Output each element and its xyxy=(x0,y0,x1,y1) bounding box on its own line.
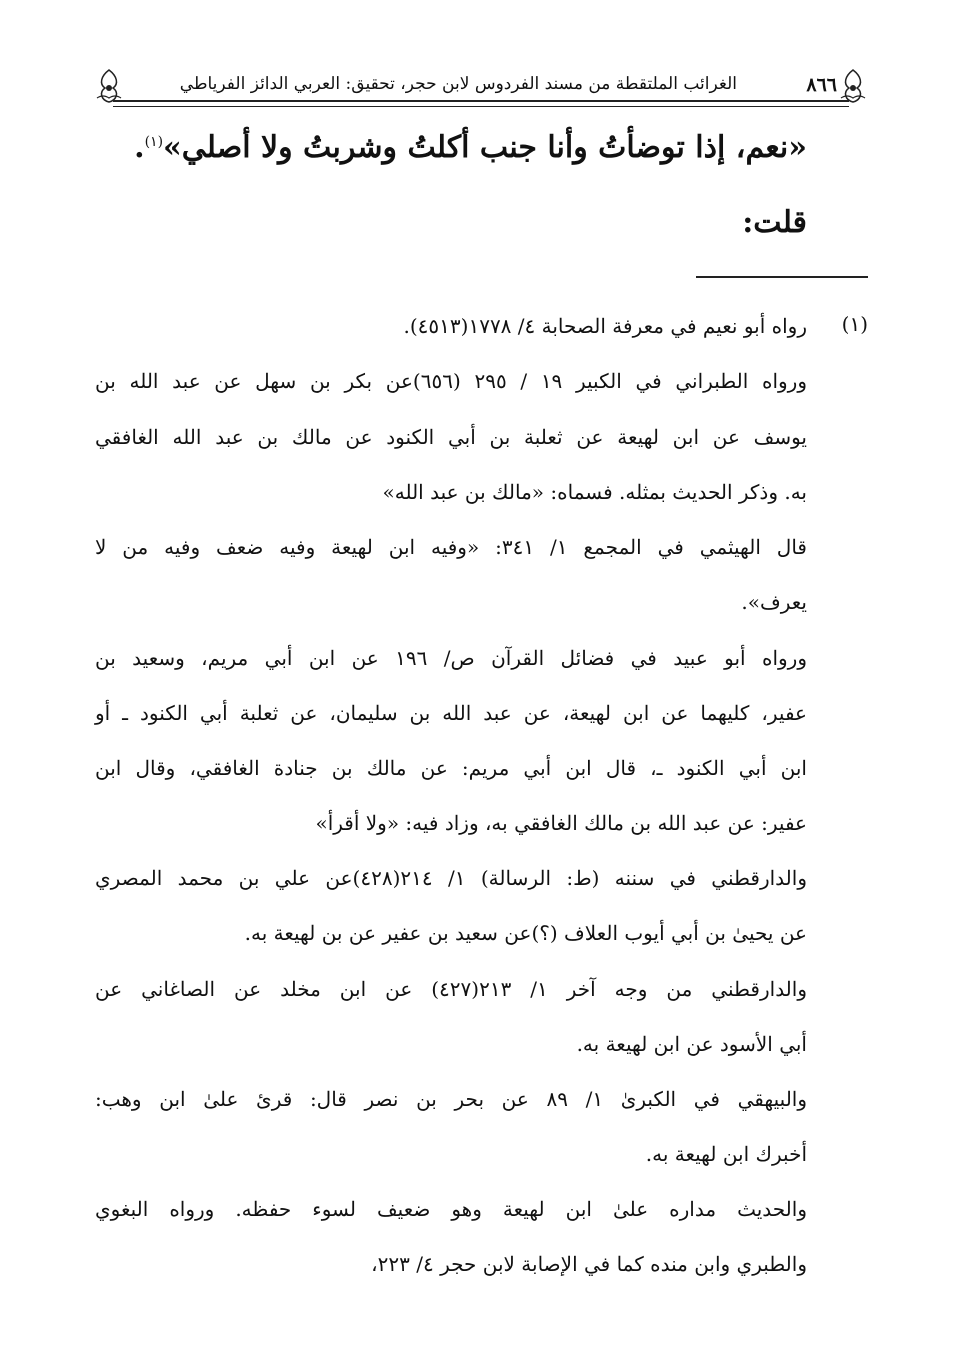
footnote-marker: (١) xyxy=(841,312,868,336)
footnote-line: رواه أبو نعيم في معرفة الصحابة ٤/ ١٧٧٨(٤٥١٣). xyxy=(403,314,807,338)
footnote-reference: (١) xyxy=(144,134,164,150)
section-heading: قلت: xyxy=(742,205,807,240)
footnote-line: ابن أبي الكنود ـ، قال ابن أبي مريم: عن مالك بن جنادة الغافقي، وقال ابن xyxy=(95,756,807,780)
footnote-line: عفير، كليهما عن ابن لهيعة، عن عبد الله بن سليمان، عن ثعلبة أبي الكنود ـ أو xyxy=(95,701,807,725)
main-text: «نعم، إذا توضأتُ وأنا جنب أكلتُ وشربتُ ولا أصلي» xyxy=(163,130,807,165)
footnote-line: عفير: عن عبد الله بن مالك الغافقي به، وزاد فيه: «ولا أقرأ» xyxy=(315,811,807,835)
right-ornament-icon xyxy=(839,68,867,104)
footnote-separator xyxy=(696,276,868,278)
main-text-end: . xyxy=(134,130,145,165)
main-text-line xyxy=(134,130,807,165)
footnote-line: أبي الأسود عن ابن لهيعة به. xyxy=(576,1032,807,1056)
running-header xyxy=(95,68,867,110)
footnote-line: عن يحيىٰ بن أبي أيوب العلاف (؟)عن سعيد بن عفير عن بن لهيعة به. xyxy=(244,921,807,945)
footnote-line: والدارقطني من وجه آخر ١/ ٢١٣(٤٢٧) عن ابن مخلد عن الصاغاني عن xyxy=(95,977,807,1001)
footnote-line: والحديث مداره علىٰ ابن لهيعة وهو ضعيف لسوء حفظه. ورواه البغوي xyxy=(95,1197,807,1221)
footnote-line: ورواه أبو عبيد في فضائل القرآن ص/ ١٩٦ عن ابن أبي مريم، وسعيد بن xyxy=(95,646,808,670)
footnote-line: يعرف». xyxy=(741,590,807,614)
page-number: ٨٦٦ xyxy=(806,74,837,96)
left-ornament-icon xyxy=(95,68,123,104)
footnote-line: قال الهيثمي في المجمع ١/ ٣٤١: «وفيه ابن لهيعة وفيه ضعف وفيه من لا xyxy=(95,535,807,559)
footnote-line: أخبرك ابن لهيعة به. xyxy=(645,1142,807,1166)
footnote-line: والطبري وابن منده كما في الإصابة لابن حجر ٤/ ٢٢٣، xyxy=(371,1252,807,1276)
footnote-line: والبيهقي في الكبرىٰ ١/ ٨٩ عن بحر بن نصر قال: قرئ علىٰ ابن وهب: xyxy=(95,1087,807,1111)
header-rule xyxy=(113,100,849,107)
header-title: الغرائب الملتقطة من مسند الفردوس لابن حجر، تحقيق: العربي الدائز الفرياطي xyxy=(179,74,737,94)
footnote-line: به. وذكر الحديث بمثله. فسماه: «مالك بن عبد الله» xyxy=(382,480,807,504)
footnote-line: والدارقطني في سننه (ط: الرسالة) ١/ ٢١٤(٤٢٨)عن علي بن محمد المصري xyxy=(95,866,807,890)
footnote-line: ورواه الطبراني في الكبير ١٩ / ٢٩٥ (٦٥٦)عن بكر بن سهل عن عبد الله بن xyxy=(95,369,807,393)
footnote-line: يوسف عن ابن لهيعة عن ثعلبة بن أبي الكنود عن مالك بن عبد الله الغافقي xyxy=(95,425,807,449)
